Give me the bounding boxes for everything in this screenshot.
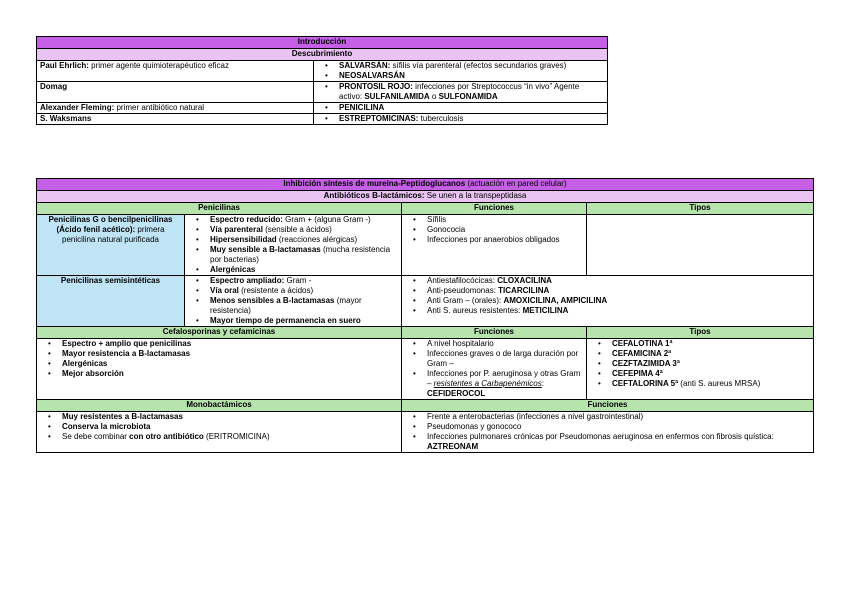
list-item: • CEFALOTINA 1ª	[612, 339, 810, 349]
list-item: • Infecciones por anaerobios obligados	[427, 235, 583, 245]
list-item: • A nivel hospitalario	[427, 339, 583, 349]
list-item: • Antiestafilocócicas: CLOXACILINA	[427, 276, 810, 286]
header-monobactamicos: Monobactámicos	[37, 400, 402, 412]
tipos-cell-empty	[587, 215, 814, 276]
discoverer-name: S. Waksmans	[40, 114, 92, 123]
list-item: • Gonococia	[427, 225, 583, 235]
list-item: • Vía parenteral (sensible a ácidos)	[210, 225, 398, 235]
list-item: • Anti Gram – (orales): AMOXICILINA, AMPICILINA	[427, 296, 810, 306]
list-item: • Espectro + amplio que penicilinas	[62, 339, 398, 349]
list-item: • Alergénicas	[210, 265, 398, 275]
list-item: • Infecciones graves o de larga duración por Gram –	[427, 349, 583, 369]
header-tipos: Tipos	[587, 203, 814, 215]
table-row	[37, 339, 814, 400]
section-subtitle: Antibióticos B-lactámicos: Se unen a la transpeptidasa	[37, 191, 814, 203]
list-item: • CEFTALORINA 5ª (anti S. aureus MRSA)	[612, 379, 810, 389]
table-row	[37, 412, 814, 453]
list-item: • Muy resistentes a B-lactamasas	[62, 412, 398, 422]
list-item: • Pseudomonas y gonococo	[427, 422, 810, 432]
intro-title: Introducción	[37, 37, 608, 49]
list-item: • Mejor absorción	[62, 369, 398, 379]
list-item: • Vía oral (resistente a ácidos)	[210, 286, 398, 296]
list-item: • Espectro ampliado: Gram -	[210, 276, 398, 286]
list-item: • Anti S. aureus resistentes: METICILINA	[427, 306, 810, 316]
discoverer-name: Alexander Fleming:	[40, 103, 115, 112]
table-row	[37, 61, 608, 82]
list-item: • Infecciones pulmonares crónicas por Pseudomonas aeruginosa en enfermos con fibrosis quística: AZTREONAM	[427, 432, 810, 452]
table-row	[37, 82, 608, 103]
list-item: • Mayor resistencia a B-lactamasas	[62, 349, 398, 359]
discoverer-note: primer agente quimioterapéutico eficaz	[88, 61, 229, 70]
list-item: • PRONTOSIL ROJO: infecciones por Streptococcus “in vivo” Agente activo: SULFANILAMIDA o SULFONAMIDA	[339, 82, 604, 102]
beta-lactam-table	[36, 178, 814, 453]
header-cefalosporinas: Cefalosporinas y cefamicinas	[37, 327, 402, 339]
table-row	[37, 114, 608, 125]
list-item: • NEOSALVARSÁN	[339, 71, 604, 81]
list-item: • Muy sensible a B-lactamasas (mucha resistencia por bacterias)	[210, 245, 398, 265]
list-item: • Anti-pseudomonas: TICARCILINA	[427, 286, 810, 296]
section-title: Inhibición síntesis de mureína-Peptidoglucanos (actuación en pared celular)	[37, 179, 814, 191]
list-item: • SALVARSÁN: sífilis vía parenteral (efectos secundarios graves)	[339, 61, 604, 71]
penicilina-semi-name: Penicilinas semisintéticas	[37, 276, 185, 327]
list-item: • ESTREPTOMICINAS: tuberculosis	[339, 114, 604, 124]
table-row	[37, 276, 814, 327]
penicilina-g-name: Penicilinas G o bencilpenicilinas (Ácido fenil acético): primera penicilina natural purificada	[37, 215, 185, 276]
table-row	[37, 103, 608, 114]
discoverer-note: primer antibiótico natural	[114, 103, 205, 112]
list-item: • Mayor tiempo de permanencia en suero	[210, 316, 398, 326]
list-item: • Se debe combinar con otro antibiótico (ERITROMICINA)	[62, 432, 398, 442]
discoverer-name: Paul Ehrlich:	[40, 61, 89, 70]
discoverer-name: Domag	[40, 82, 68, 91]
header-penicilinas: Penicilinas	[37, 203, 402, 215]
list-item: • Sífilis	[427, 215, 583, 225]
discovery-subtitle: Descubrimiento	[37, 49, 608, 61]
list-item: • Conserva la microbiota	[62, 422, 398, 432]
list-item: • CEZFTAZIMIDA 3ª	[612, 359, 810, 369]
list-item: • PENICILINA	[339, 103, 604, 113]
header-funciones: Funciones	[402, 203, 587, 215]
list-item: • Alergénicas	[62, 359, 398, 369]
list-item: • Frente a enterobacterias (infecciones a nivel gastrointestinal)	[427, 412, 810, 422]
list-item: • CEFEPIMA 4ª	[612, 369, 810, 379]
header-tipos: Tipos	[587, 327, 814, 339]
list-item: • CEFAMICINA 2ª	[612, 349, 810, 359]
list-item: • Hipersensibilidad (reacciones alérgicas)	[210, 235, 398, 245]
table-row	[37, 215, 814, 276]
header-funciones: Funciones	[402, 327, 587, 339]
intro-table	[36, 36, 608, 125]
list-item: • Infecciones por P. aeruginosa y otras Gram – resistentes a Carbapenémicos: CEFIDEROCOL	[427, 369, 583, 399]
list-item: • Espectro reducido: Gram + (alguna Gram -)	[210, 215, 398, 225]
header-funciones: Funciones	[402, 400, 814, 412]
list-item: • Menos sensibles a B-lactamasas (mayor resistencia)	[210, 296, 398, 316]
